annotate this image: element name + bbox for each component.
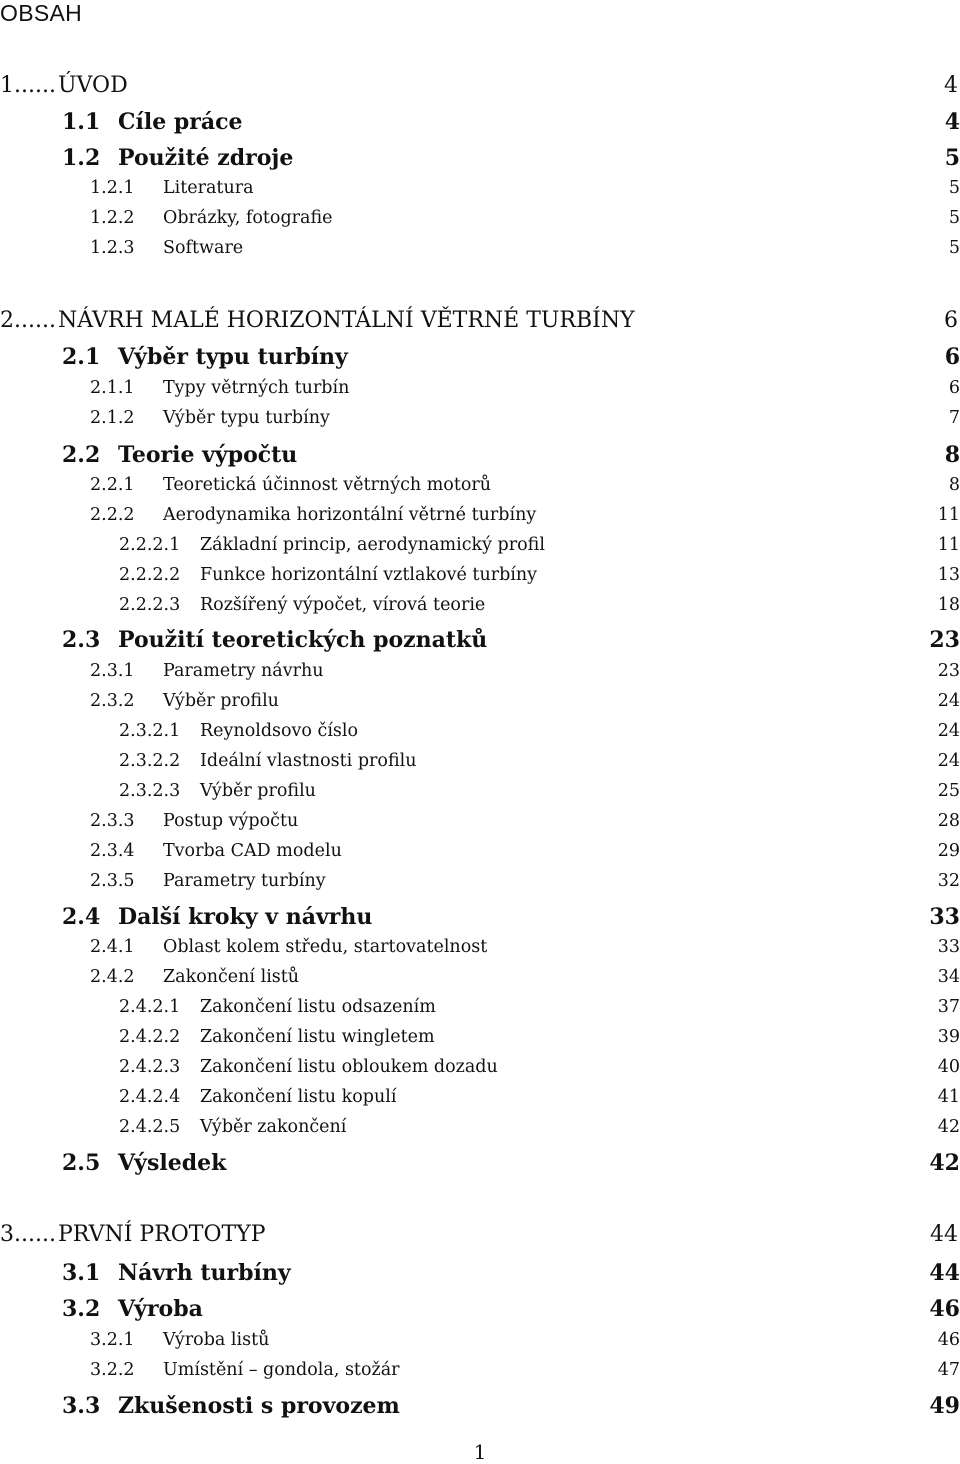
- toc-entry-page: 24: [937, 691, 960, 711]
- toc-entry-number: 2.2.2: [90, 505, 135, 525]
- toc-entry[interactable]: [0, 208, 960, 238]
- toc-entry-page: 25: [937, 781, 960, 801]
- page-title: OBSAH: [0, 0, 83, 26]
- toc-entry-number: 2.4: [62, 904, 101, 930]
- toc-entry-label: Umístění – gondola, stožár: [163, 1360, 400, 1380]
- toc-entry-label: Ideální vlastnosti profilu: [200, 751, 417, 771]
- toc-entry[interactable]: [0, 811, 960, 841]
- toc-entry-number: 1.2.2: [90, 208, 135, 228]
- toc-entry[interactable]: [0, 1222, 960, 1252]
- toc-entry[interactable]: [0, 997, 960, 1027]
- toc-entry-page: 33: [937, 937, 960, 957]
- toc-entry-page: 6: [948, 378, 960, 398]
- toc-entry[interactable]: [0, 1393, 960, 1423]
- toc-entry-label: ÚVOD: [58, 73, 128, 98]
- toc-entry-page: 6: [944, 308, 958, 333]
- toc-entry-label: Základní princip, aerodynamický profil: [200, 535, 545, 555]
- toc-entry-number: 2.4.2.3: [119, 1057, 181, 1077]
- toc-entry[interactable]: [0, 1087, 960, 1117]
- toc-entry-number: 2.5: [62, 1150, 101, 1176]
- toc-entry-page: 5: [944, 145, 960, 171]
- toc-entry-number: 3.2.1: [90, 1330, 135, 1350]
- toc-entry[interactable]: [0, 408, 960, 438]
- toc-entry-number: 2.3.5: [90, 871, 135, 891]
- toc-entry[interactable]: [0, 1330, 960, 1360]
- toc-entry[interactable]: [0, 967, 960, 997]
- toc-entry[interactable]: [0, 565, 960, 595]
- toc-entry-number: 2.3.3: [90, 811, 135, 831]
- toc-entry-page: 29: [937, 841, 960, 861]
- toc-entry-number: 2.2.1: [90, 475, 135, 495]
- toc-entry-number: 2.4.2.2: [119, 1027, 181, 1047]
- toc-entry[interactable]: [0, 1027, 960, 1057]
- toc-entry-number: 1.2.3: [90, 238, 135, 258]
- toc-entry-number: 3.3: [62, 1393, 101, 1419]
- toc-entry-page: 13: [937, 565, 960, 585]
- toc-entry[interactable]: [0, 1296, 960, 1326]
- toc-entry-page: 46: [937, 1330, 960, 1350]
- toc-entry-page: 8: [944, 442, 960, 468]
- toc-entry-number: 3.2.2: [90, 1360, 135, 1380]
- toc-entry-page: 33: [929, 904, 960, 930]
- toc-entry-page: 47: [937, 1360, 960, 1380]
- toc-entry-number: 2.2.2.1: [119, 535, 181, 555]
- toc-entry-label: Výroba: [118, 1296, 203, 1322]
- toc-entry-page: 28: [937, 811, 960, 831]
- toc-entry-label: Výběr zakončení: [200, 1117, 347, 1137]
- toc-entry-page: 32: [937, 871, 960, 891]
- toc-entry[interactable]: [0, 1057, 960, 1087]
- toc-entry[interactable]: [0, 442, 960, 472]
- toc-entry-label: NÁVRH MALÉ HORIZONTÁLNÍ VĚTRNÉ TURBÍNY: [58, 308, 635, 333]
- toc-entry-page: 46: [929, 1296, 960, 1322]
- toc-entry[interactable]: [0, 595, 960, 625]
- toc-entry[interactable]: [0, 781, 960, 811]
- toc-entry-number: 2.4.2.4: [119, 1087, 181, 1107]
- toc-entry-page: 24: [937, 721, 960, 741]
- toc-entry-label: Zakončení listu wingletem: [200, 1027, 435, 1047]
- toc-entry[interactable]: [0, 238, 960, 268]
- toc-entry-label: Parametry turbíny: [163, 871, 326, 891]
- toc-entry-label: Parametry návrhu: [163, 661, 324, 681]
- toc-entry-page: 5: [948, 178, 960, 198]
- toc-entry-number: 3.2: [62, 1296, 101, 1322]
- toc-entry[interactable]: [0, 1360, 960, 1390]
- toc-entry-page: 42: [937, 1117, 960, 1137]
- toc-entry-number: 2.1.2: [90, 408, 135, 428]
- toc-entry-label: Postup výpočtu: [163, 811, 299, 831]
- toc-entry-page: 44: [930, 1222, 958, 1247]
- toc-entry-number: 2.3: [62, 627, 101, 653]
- toc-entry-number: 2.3.2.3: [119, 781, 181, 801]
- toc-entry[interactable]: [0, 721, 960, 751]
- toc-entry-page: 6: [944, 344, 960, 370]
- toc-entry-page: 8: [948, 475, 960, 495]
- toc-entry-label: Další kroky v návrhu: [118, 904, 373, 930]
- toc-entry-number: 2.4.1: [90, 937, 135, 957]
- toc-entry-page: 37: [937, 997, 960, 1017]
- toc-entry[interactable]: [0, 1117, 960, 1147]
- toc-entry[interactable]: [0, 871, 960, 901]
- toc-entry-label: Zakončení listu kopulí: [200, 1087, 397, 1107]
- toc-entry-label: Zakončení listu odsazením: [200, 997, 436, 1017]
- page-number: 1: [473, 1440, 487, 1464]
- toc-entry-label: Zkušenosti s provozem: [118, 1393, 400, 1419]
- toc-entry-label: Teorie výpočtu: [118, 442, 298, 468]
- toc-entry-label: Zakončení listu obloukem dozadu: [200, 1057, 498, 1077]
- toc-entry-number: 2.3.4: [90, 841, 135, 861]
- toc-entry-page: 5: [948, 208, 960, 228]
- toc-entry-label: Použití teoretických poznatků: [118, 627, 488, 653]
- toc-entry-label: Obrázky, fotografie: [163, 208, 333, 228]
- toc-entry[interactable]: [0, 308, 960, 338]
- toc-entry-page: 7: [948, 408, 960, 428]
- toc-entry-label: Výběr typu turbíny: [163, 408, 330, 428]
- toc-entry-number: 2.1.1: [90, 378, 135, 398]
- toc-entry-label: Výběr profilu: [200, 781, 316, 801]
- toc-entry-label: Zakončení listů: [163, 967, 300, 987]
- toc-entry[interactable]: [0, 904, 960, 934]
- toc-entry-number: 2.4.2.5: [119, 1117, 181, 1137]
- toc-entry[interactable]: [0, 344, 960, 374]
- toc-entry-page: 44: [929, 1260, 960, 1286]
- toc-entry[interactable]: [0, 475, 960, 505]
- toc-entry-page: 4: [944, 73, 958, 98]
- toc-entry-number: 1.2.1: [90, 178, 135, 198]
- toc-entry-label: Návrh turbíny: [118, 1260, 291, 1286]
- toc-entry[interactable]: [0, 109, 960, 139]
- toc-entry-page: 11: [937, 505, 960, 525]
- toc-entry-label: Software: [163, 238, 244, 258]
- toc-entry-page: 39: [937, 1027, 960, 1047]
- toc-entry-number: 2.1: [62, 344, 101, 370]
- toc-entry[interactable]: [0, 841, 960, 871]
- toc-entry[interactable]: [0, 505, 960, 535]
- toc-entry[interactable]: [0, 661, 960, 691]
- toc-entry[interactable]: [0, 691, 960, 721]
- toc-entry-label: Rozšířený výpočet, vírová teorie: [200, 595, 486, 615]
- toc-entry-page: 34: [937, 967, 960, 987]
- toc-entry-label: Výroba listů: [163, 1330, 270, 1350]
- toc-entry-number: 2.4.2: [90, 967, 135, 987]
- toc-entry-label: Použité zdroje: [118, 145, 294, 171]
- toc-entry-label: Typy větrných turbín: [163, 378, 350, 398]
- toc-entry[interactable]: [0, 1150, 960, 1180]
- toc-entry-number: 1.2: [62, 145, 101, 171]
- toc-entry-page: 4: [944, 109, 960, 135]
- toc-entry-label: Reynoldsovo číslo: [200, 721, 359, 741]
- toc-entry-page: 41: [937, 1087, 960, 1107]
- toc-entry-number: 2.3.2: [90, 691, 135, 711]
- toc-entry[interactable]: [0, 937, 960, 967]
- toc-entry-number: 1.1: [62, 109, 101, 135]
- toc-entry-label: Aerodynamika horizontální větrné turbíny: [163, 505, 537, 525]
- toc-entry[interactable]: [0, 178, 960, 208]
- toc-entry-label: Výběr profilu: [163, 691, 279, 711]
- toc-entry-number: 2.2.2.2: [119, 565, 181, 585]
- toc-entry[interactable]: [0, 378, 960, 408]
- toc-entry[interactable]: [0, 73, 960, 103]
- toc-entry[interactable]: [0, 627, 960, 657]
- toc-entry-number: 2.4.2.1: [119, 997, 181, 1017]
- toc-entry-page: 49: [929, 1393, 960, 1419]
- toc-entry-page: 23: [929, 627, 960, 653]
- toc-entry-page: 23: [937, 661, 960, 681]
- toc-entry-label: Výběr typu turbíny: [118, 344, 348, 370]
- toc-entry-number: 2.3.2.2: [119, 751, 181, 771]
- toc-entry-number: 2.3.2.1: [119, 721, 181, 741]
- toc-entry-number: 2.2: [62, 442, 101, 468]
- toc-entry-page: 5: [948, 238, 960, 258]
- toc-entry-label: Výsledek: [118, 1150, 227, 1176]
- toc-entry-page: 18: [937, 595, 960, 615]
- toc-entry-number: 3.1: [62, 1260, 101, 1286]
- toc-entry-number: 2.2.2.3: [119, 595, 181, 615]
- toc-entry-page: 24: [937, 751, 960, 771]
- toc-entry-number: 2.3.1: [90, 661, 135, 681]
- toc-entry-label: Literatura: [163, 178, 254, 198]
- toc-entry-page: 40: [937, 1057, 960, 1077]
- toc-entry-label: Oblast kolem středu, startovatelnost: [163, 937, 488, 957]
- toc-entry-number: 2......: [0, 308, 56, 333]
- toc-entry-label: Cíle práce: [118, 109, 243, 135]
- toc-entry[interactable]: [0, 1260, 960, 1290]
- toc-entry-label: Teoretická účinnost větrných motorů: [163, 475, 492, 495]
- toc-entry[interactable]: [0, 145, 960, 175]
- toc-entry[interactable]: [0, 535, 960, 565]
- toc-entry-page: 42: [929, 1150, 960, 1176]
- toc-entry-number: 3......: [0, 1222, 56, 1247]
- toc-entry-label: Funkce horizontální vztlakové turbíny: [200, 565, 538, 585]
- toc-entry-page: 11: [937, 535, 960, 555]
- toc-entry[interactable]: [0, 751, 960, 781]
- toc-entry-label: Tvorba CAD modelu: [163, 841, 342, 861]
- toc-entry-label: PRVNÍ PROTOTYP: [58, 1222, 266, 1247]
- toc-entry-number: 1......: [0, 73, 56, 98]
